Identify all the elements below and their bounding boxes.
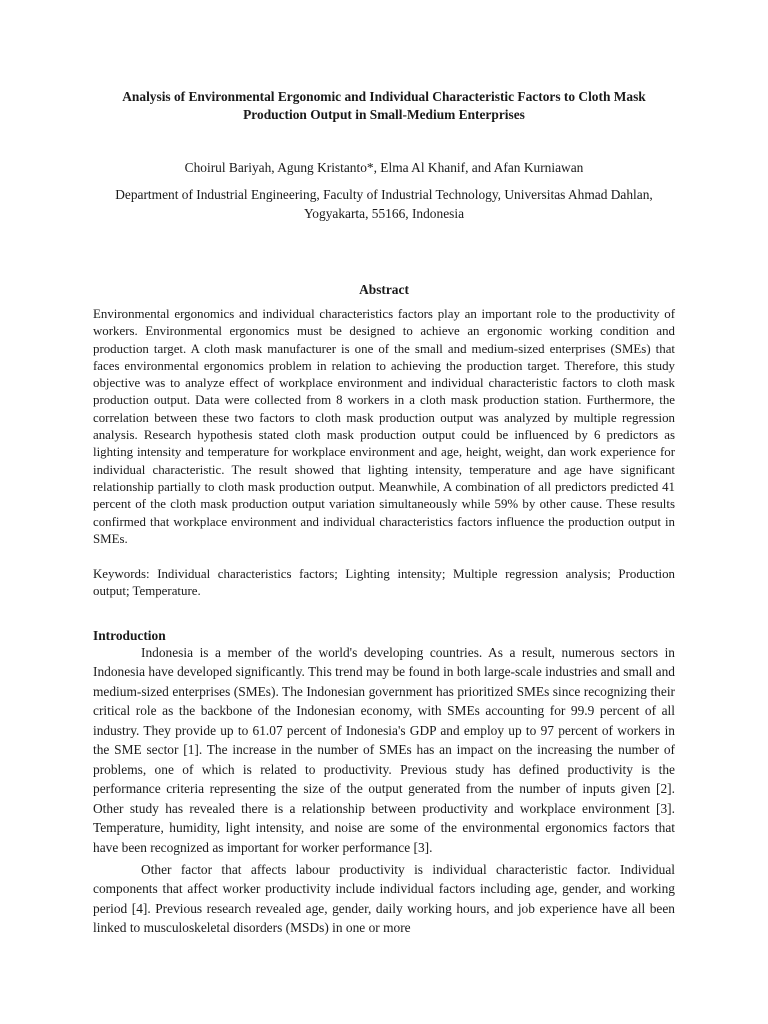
abstract-heading: Abstract <box>359 282 409 297</box>
author-list: Choirul Bariyah, Agung Kristanto*, Elma Al Khanif, and Afan Kurniawan <box>184 160 584 175</box>
paper-title: Analysis of Environmental Ergonomic and Individual Characteristic Factors to Cloth Mask Production Output in Small-Medium Enterprises <box>122 89 646 122</box>
introduction-paragraph-2: Other factor that affects labour productivity is individual characteristic factor. Individual components that affect worker productivity include individual factors including age, gender, and working period [4]. Previous research revealed age, gender, daily working hours, and job experience have all been linked to musculoskeletal disorders (MSDs) in one or more <box>93 862 675 936</box>
author-affiliation: Department of Industrial Engineering, Faculty of Industrial Technology, Universitas Ahmad Dahlan, Yogyakarta, 55166, Indonesia <box>115 187 653 221</box>
introduction-heading: Introduction <box>93 628 166 643</box>
keywords: Keywords: Individual characteristics factors; Lighting intensity; Multiple regression analysis; Production output; Temperature. <box>93 567 675 599</box>
abstract-text: Environmental ergonomics and individual characteristics factors play an important role to the productivity of workers. Environmental ergonomics must be designed to achieve an ergonomic working condition and production target. A cloth mask manufacturer is one of the small and medium-sized enterprises (SMEs) that faces environmental ergonomics problem in relation to achieving the production target. Therefore, this study objective was to analyze effect of workplace environment and individual characteristic factors to cloth mask production output. Data were collected from 8 workers in a cloth mask production station. Furthermore, the correlation between these two factors to cloth mask production output was analyzed by multiple regression analysis. Research hypothesis stated cloth mask production output could be influenced by 6 predictors as lighting intensity and temperature for workplace environment and age, height, weight, dan work experience for individual characteristic. The result showed that lighting intensity, temperature and age have significant relationship partially to cloth mask production output. Meanwhile, A combination of all predictors predicted 41 percent of the cloth mask production output variation simultaneously while 59% by other cause. These results confirmed that workplace environment and individual characteristics factors influence the production output in SMEs. <box>93 307 675 546</box>
introduction-paragraph-1: Indonesia is a member of the world's developing countries. As a result, numerous sectors in Indonesia have developed significantly. This trend may be found in both large-scale industries and small and medium-sized enterprises (SMEs). The Indonesian government has prioritized SMEs since recognizing their critical role as the backbone of the Indonesian economy, with SMEs accounting for 99.9 percent of all industry. They provide up to 61.07 percent of Indonesia's GDP and employ up to 97 percent of workers in the SME sector [1]. The increase in the number of SMEs has an impact on the increasing the number of problems, one of which is related to productivity. Previous study has defined productivity is the performance criteria representing the size of the output generated from the number of inputs given [2]. Other study has revealed there is a relationship between productivity and workplace environment [3]. Temperature, humidity, light intensity, and noise are some of the environmental ergonomics factors that have been recognized as important for worker performance [3]. <box>93 645 675 855</box>
